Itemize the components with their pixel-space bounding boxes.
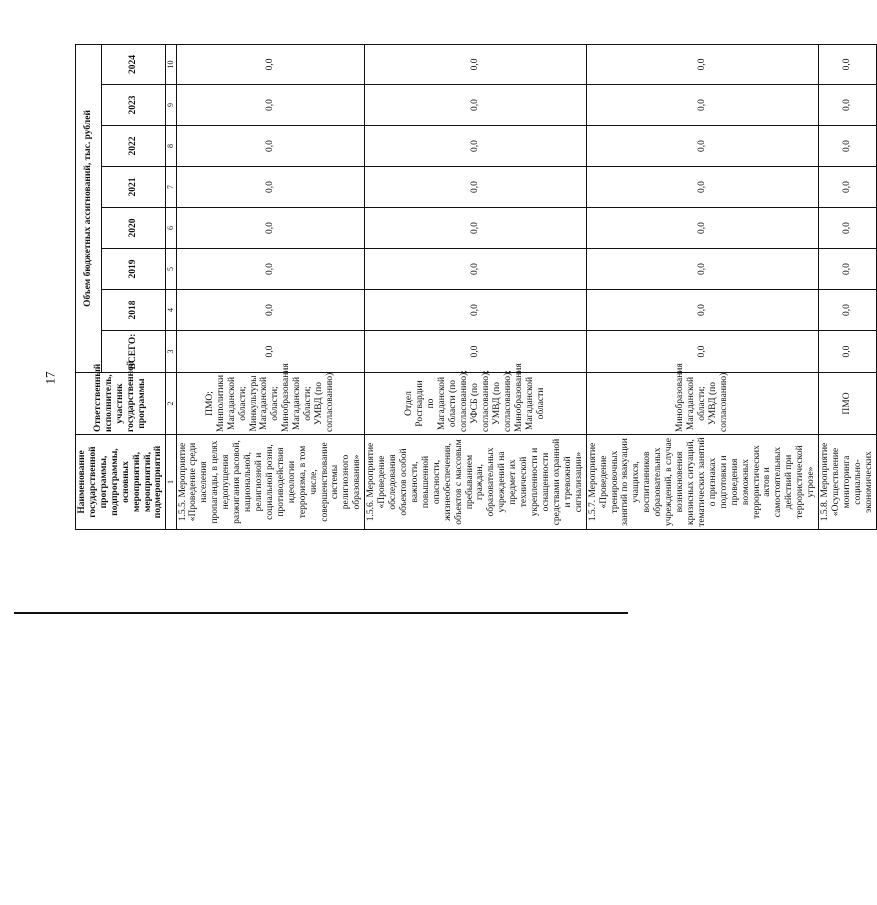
value-cell: 0,0	[365, 126, 586, 167]
table-row	[365, 44, 586, 529]
header-year: 2024	[101, 44, 166, 84]
value-cell: 0,0	[365, 44, 586, 84]
value-cell: 0,0	[586, 249, 818, 290]
column-number: 5	[166, 249, 176, 290]
bottom-rule	[14, 612, 628, 614]
measure-name: 1.5.7. Мероприятие «Проведение тренировочных занятий по эвакуации учащихся, воспитанников образовательных учреждений, в случае возникновения кризисных ситуаций, тематических занятий о признаках подготовки и проведения возможных террористических актов и самостоятельных действий при террористической угрозе»	[586, 435, 818, 530]
value-cell: 0,0	[176, 126, 365, 167]
column-number: 3	[166, 331, 176, 373]
value-cell: 0,0	[586, 85, 818, 126]
value-cell: 0,0	[819, 208, 877, 249]
value-cell: 0,0	[819, 249, 877, 290]
header-year: 2019	[101, 249, 166, 290]
value-cell: 0,0	[365, 167, 586, 208]
column-number: 4	[166, 290, 176, 331]
value-cell: 0,0	[819, 126, 877, 167]
value-cell: 0,0	[365, 290, 586, 331]
measure-executor: ПМО	[819, 373, 877, 435]
table-row	[176, 44, 365, 529]
header-year: 2018	[101, 290, 166, 331]
value-cell: 0,0	[176, 85, 365, 126]
budget-table	[75, 44, 877, 530]
value-total: 0,0	[819, 331, 877, 373]
value-total: 0,0	[365, 331, 586, 373]
header-year: 2021	[101, 167, 166, 208]
column-number: 10	[166, 44, 176, 84]
value-cell: 0,0	[819, 85, 877, 126]
header-budget: Объем бюджетных ассигнований, тыс. рублей	[76, 44, 102, 372]
value-cell: 0,0	[586, 290, 818, 331]
value-cell: 0,0	[819, 167, 877, 208]
table-row	[819, 44, 877, 529]
value-cell: 0,0	[586, 167, 818, 208]
table-row	[586, 44, 818, 529]
value-cell: 0,0	[176, 208, 365, 249]
value-cell: 0,0	[176, 167, 365, 208]
column-number: 9	[166, 85, 176, 126]
header-year: 2020	[101, 208, 166, 249]
measure-name: 1.5.8. Мероприятие «Осуществление мониторинга социально-экономических	[819, 435, 877, 530]
value-cell: 0,0	[176, 290, 365, 331]
value-total: 0,0	[586, 331, 818, 373]
header-year: 2022	[101, 126, 166, 167]
header-total: ВСЕГО:	[101, 331, 166, 373]
rotated-table-wrapper	[75, 45, 874, 530]
page-number: 17	[42, 371, 58, 385]
header-executor: Ответственный исполнитель, участник государственной программы	[76, 373, 166, 435]
value-cell: 0,0	[176, 249, 365, 290]
value-cell: 0,0	[365, 208, 586, 249]
column-number: 6	[166, 208, 176, 249]
value-cell: 0,0	[819, 44, 877, 84]
measure-executor: Минобразования Магаданской области; УМВД (по согласованию)	[586, 373, 818, 435]
value-cell: 0,0	[365, 85, 586, 126]
column-number: 8	[166, 126, 176, 167]
measure-executor: Отдел Росгвардии по Магаданской области (по согласованию); УФСБ (по согласованию); УМВД (по согласованию); Минобразования Магаданской области	[365, 373, 586, 435]
value-cell: 0,0	[176, 44, 365, 84]
column-number: 1	[166, 435, 176, 530]
column-number: 7	[166, 167, 176, 208]
column-number: 2	[166, 373, 176, 435]
measure-name: 1.5.5. Мероприятие «Проведение среди населения пропаганды, в целях недопущения разжигания расовой, национальной, религиозной и социальной розни, противодействия идеологии терроризма, в том числе, совершенствование системы религиозного образования»	[176, 435, 365, 530]
header-name: Наименование государственной программы, подпрограммы, основных мероприятий, мероприятий, подмероприятий	[76, 435, 166, 530]
measure-executor: ПМО; Минполитики Магаданской области; Минкультуры Магаданской области; Минобразования Магаданской области; УМВД (по согласованию)	[176, 373, 365, 435]
header-year: 2023	[101, 85, 166, 126]
value-cell: 0,0	[819, 290, 877, 331]
value-total: 0,0	[176, 331, 365, 373]
value-cell: 0,0	[365, 249, 586, 290]
value-cell: 0,0	[586, 126, 818, 167]
value-cell: 0,0	[586, 208, 818, 249]
measure-name: 1.5.6. Мероприятие «Проведение обследования объектов особой важности, повышенной опасности, жизнеобеспечения, объектов с массовым пребыванием граждан, образовательных учреждений на предмет их технической укрепленности и оснащенности средствами охранной и тревожной сигнализации»	[365, 435, 586, 530]
value-cell: 0,0	[586, 44, 818, 84]
